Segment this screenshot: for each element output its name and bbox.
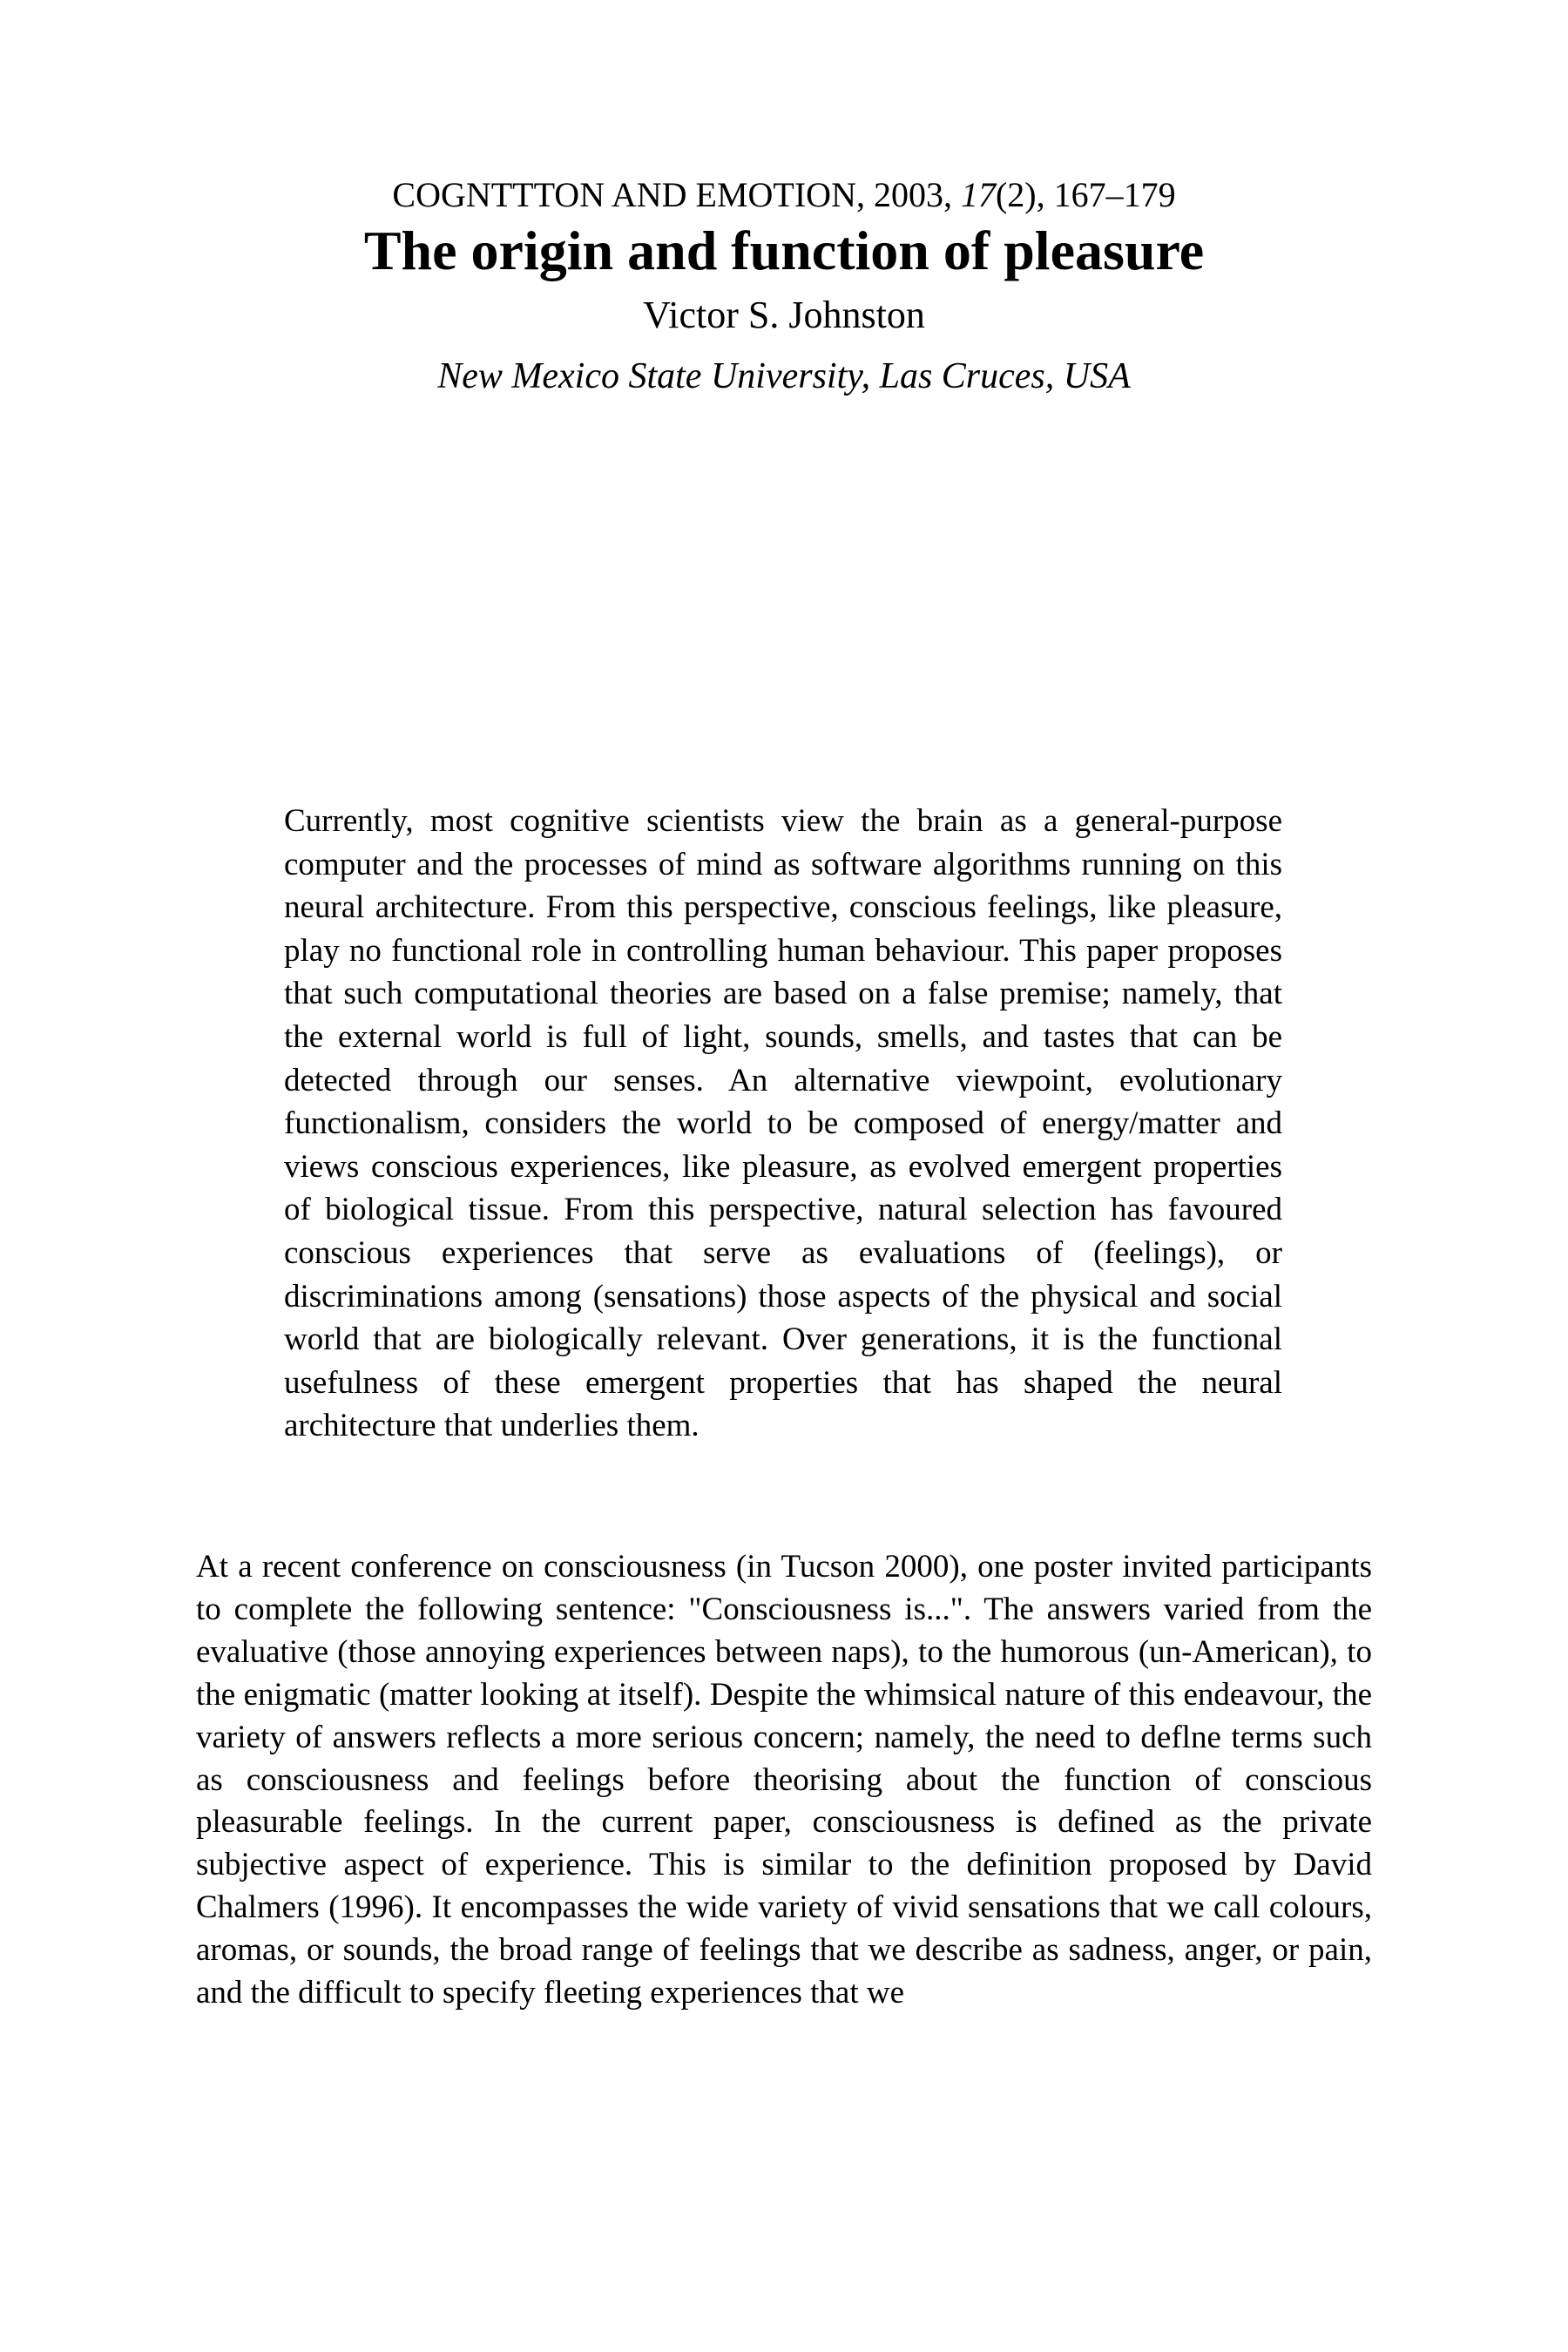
journal-header [0, 174, 1568, 216]
journal-volume: 17 [960, 175, 996, 214]
journal-name: COGNTTTON AND EMOTION, 2003, [392, 175, 952, 214]
journal-issue-pages: (2), 167–179 [995, 175, 1176, 214]
paper-title: The origin and function of pleasure [363, 220, 1205, 281]
body-paragraph: At a recent conference on consciousness (in Tucson 2000), one poster invited participants to complete the following sentence: "Consciousness is...". The answers varied from the evaluative (those annoying experiences between naps), to the humorous (un-American), to the enigmatic (matter looking at itself). Despite the whimsical nature of this endeavour, the variety of answers reflects a more serious concern; namely, the need to deflne terms such as consciousness and feelings before theorising about the function of conscious pleasurable feelings. In the current paper, consciousness is defined as the private subjective aspect of experience. This is similar to the definition proposed by David Chalmers (1996). It encompasses the wide variety of vivid sensations that we call colours, aromas, or sounds, the broad range of feelings that we describe as sadness, anger, or pain, and the difficult to specify fleeting experiences that we [196, 1549, 1372, 2011]
author-name: Victor S. Johnston [643, 294, 925, 336]
abstract-text: Currently, most cognitive scientists view the brain as a general-purpose computer and the processes of mind as software algorithms running on this neural architecture. From this perspective, conscious feelings, like pleasure, play no functional role in controlling human behaviour. This paper proposes that such computational theories are based on a false premise; namely, that the external world is full of light, sounds, smells, and tastes that can be detected through our senses. An alternative viewpoint, evolutionary functionalism, considers the world to be composed of energy/matter and views conscious experiences, like pleasure, as evolved emergent properties of biological tissue. From this perspective, natural selection has favoured conscious experiences that serve as evaluations of (feelings), or discriminations among (sensations) those aspects of the physical and social world that are biologically relevant. Over generations, it is the functional usefulness of these emergent properties that has shaped the neural architecture that underlies them. [284, 803, 1282, 1444]
author-affiliation: New Mexico State University, Las Cruces, USA [437, 356, 1131, 396]
